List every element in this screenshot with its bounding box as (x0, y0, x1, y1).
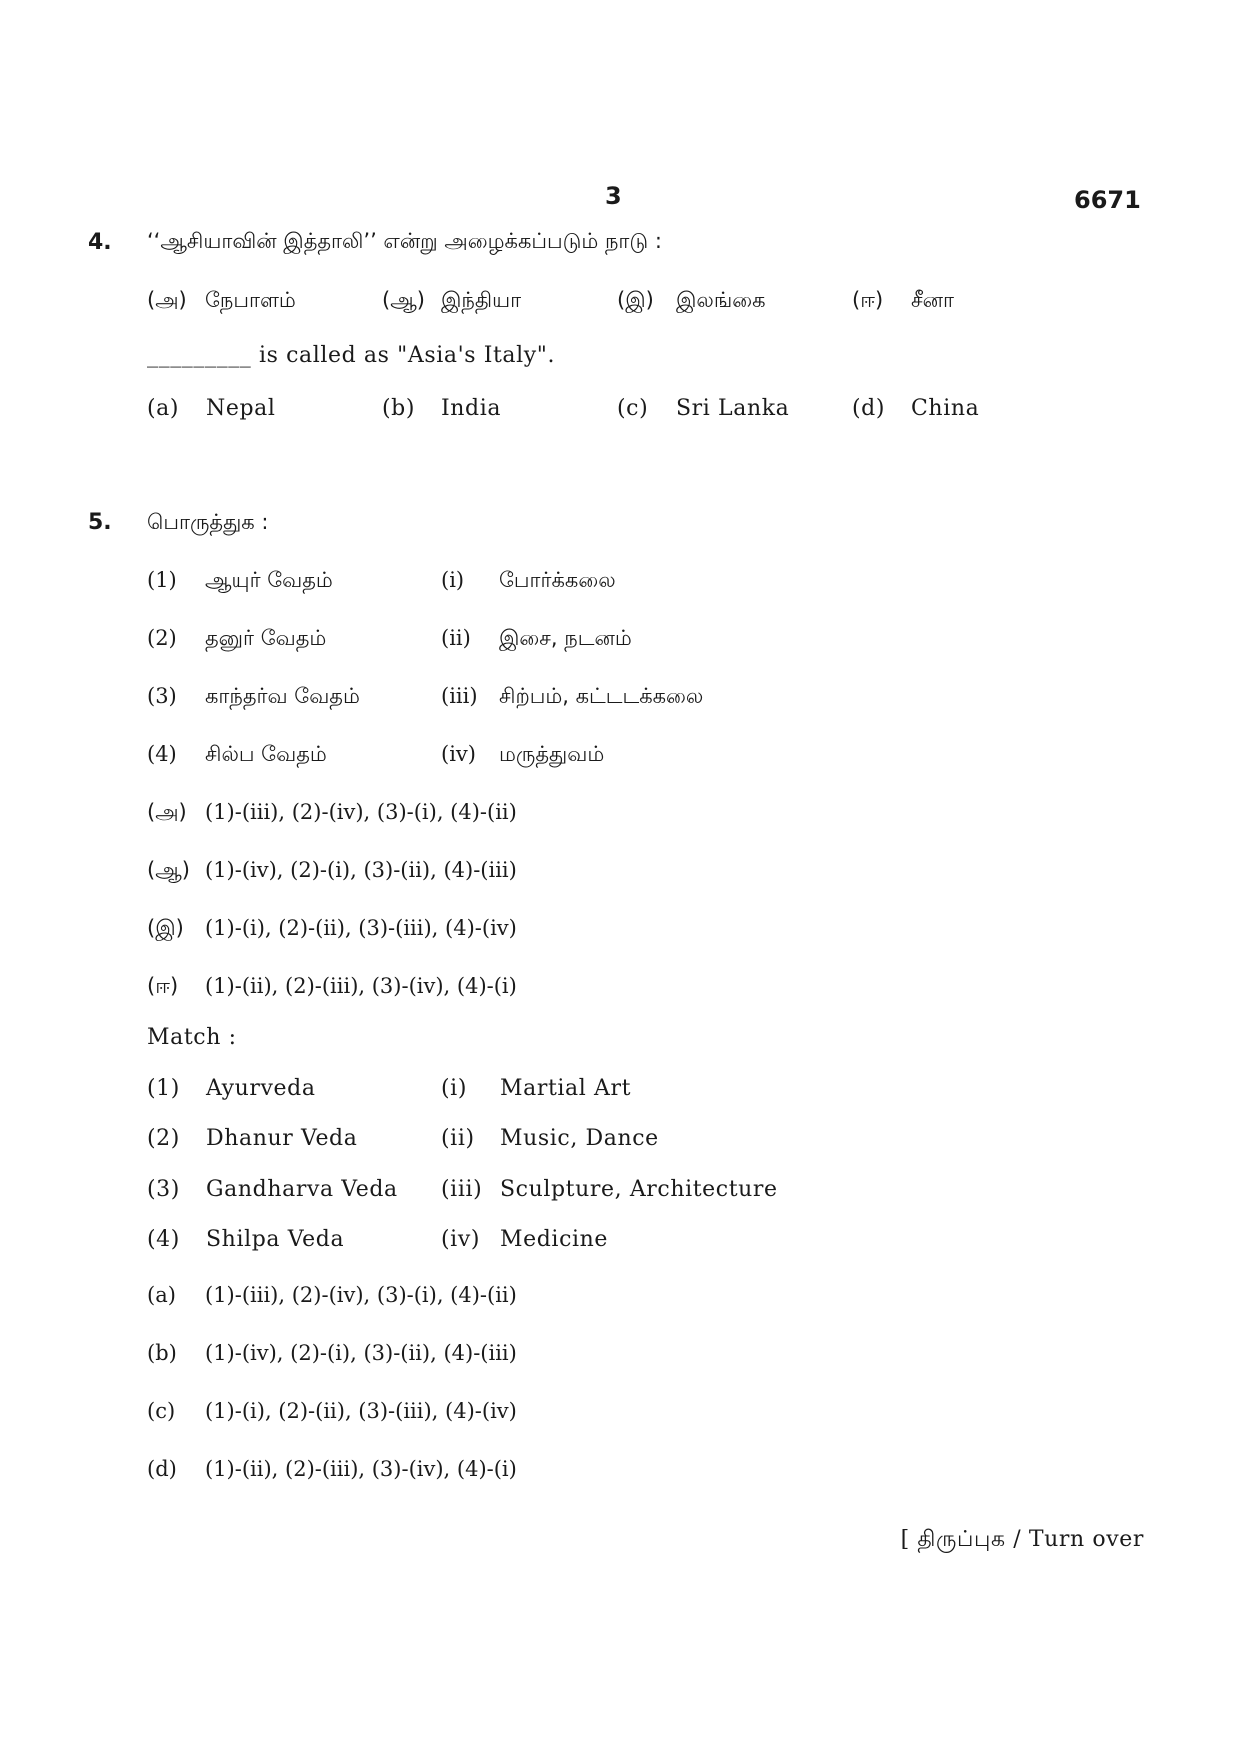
q4-english-option-text: India (441, 396, 502, 421)
answer-option-text: (1)-(i), (2)-(ii), (3)-(iii), (4)-(iv) (205, 916, 517, 940)
q4-tamil-option-marker: (அ) (147, 288, 187, 312)
match-right-item: Martial Art (500, 1076, 632, 1101)
q4-english-option-marker: (c) (617, 396, 649, 421)
turn-over-note: [ திருப்புக / Turn over (900, 1527, 1144, 1552)
answer-option-text: (1)-(i), (2)-(ii), (3)-(iii), (4)-(iv) (205, 1399, 517, 1423)
match-right-item: சிற்பம், கட்டடக்கலை (499, 684, 704, 708)
q4-english-question: _________ is called as "Asia's Italy". (147, 343, 556, 368)
q4-tamil-option-marker: (ஆ) (382, 288, 425, 312)
q5-english-heading: Match : (147, 1025, 237, 1050)
match-right-item: இசை, நடனம் (499, 626, 632, 650)
match-left-number: (4) (147, 1227, 180, 1252)
match-left-item: ஆயுர் வேதம் (205, 568, 333, 592)
match-left-number: (4) (147, 742, 177, 766)
question-number-4: 4. (88, 230, 112, 255)
match-left-item: Ayurveda (206, 1076, 316, 1101)
match-left-item: சில்ப வேதம் (205, 742, 327, 766)
match-right-roman: (i) (441, 568, 465, 592)
answer-option-marker: (d) (147, 1457, 177, 1481)
match-left-number: (1) (147, 568, 177, 592)
page-number: 3 (605, 182, 622, 210)
match-left-item: Gandharva Veda (206, 1177, 398, 1202)
q4-tamil-question: ‘‘ஆசியாவின் இத்தாலி’’ என்று அழைக்கப்படும் நாடு : (147, 229, 662, 253)
answer-option-marker: (b) (147, 1341, 177, 1365)
match-right-item: போர்க்கலை (499, 568, 616, 592)
match-right-item: Music, Dance (500, 1126, 659, 1151)
q4-tamil-option-text: நேபாளம் (205, 288, 296, 312)
q4-english-option-marker: (a) (147, 396, 180, 421)
answer-option-marker: (இ) (147, 916, 184, 940)
match-right-item: Sculpture, Architecture (500, 1177, 778, 1202)
answer-option-text: (1)-(iii), (2)-(iv), (3)-(i), (4)-(ii) (205, 1283, 517, 1307)
match-right-roman: (iv) (441, 1227, 481, 1252)
answer-option-marker: (ஆ) (147, 858, 190, 882)
match-left-item: தனுர் வேதம் (205, 626, 327, 650)
answer-option-text: (1)-(ii), (2)-(iii), (3)-(iv), (4)-(i) (205, 1457, 517, 1481)
answer-option-marker: (ஈ) (147, 974, 179, 998)
q4-english-option-text: China (911, 396, 980, 421)
q4-english-option-marker: (d) (852, 396, 886, 421)
q4-tamil-option-text: இலங்கை (676, 288, 766, 312)
answer-option-marker: (a) (147, 1283, 176, 1307)
q4-tamil-option-text: சீனா (911, 288, 954, 312)
match-right-roman: (i) (441, 1076, 468, 1101)
q4-english-option-text: Nepal (206, 396, 276, 421)
match-left-item: Shilpa Veda (206, 1227, 345, 1252)
match-left-number: (2) (147, 1126, 180, 1151)
match-left-number: (2) (147, 626, 177, 650)
match-right-item: Medicine (500, 1227, 609, 1252)
match-right-roman: (iii) (441, 684, 478, 708)
answer-option-marker: (c) (147, 1399, 176, 1423)
match-left-number: (3) (147, 1177, 180, 1202)
answer-option-marker: (அ) (147, 800, 187, 824)
answer-option-text: (1)-(iii), (2)-(iv), (3)-(i), (4)-(ii) (205, 800, 517, 824)
q4-english-option-marker: (b) (382, 396, 416, 421)
q4-tamil-option-marker: (ஈ) (852, 288, 884, 312)
match-left-number: (1) (147, 1076, 180, 1101)
match-right-roman: (iii) (441, 1177, 483, 1202)
match-right-item: மருத்துவம் (499, 742, 605, 766)
q4-tamil-option-marker: (இ) (617, 288, 654, 312)
match-left-item: காந்தர்வ வேதம் (205, 684, 360, 708)
match-left-number: (3) (147, 684, 177, 708)
match-right-roman: (iv) (441, 742, 476, 766)
answer-option-text: (1)-(ii), (2)-(iii), (3)-(iv), (4)-(i) (205, 974, 517, 998)
q4-tamil-option-text: இந்தியா (441, 288, 522, 312)
match-left-item: Dhanur Veda (206, 1126, 358, 1151)
q4-english-option-text: Sri Lanka (676, 396, 790, 421)
answer-option-text: (1)-(iv), (2)-(i), (3)-(ii), (4)-(iii) (205, 1341, 517, 1365)
q5-tamil-heading: பொருத்துக : (147, 510, 269, 534)
question-number-5: 5. (88, 510, 112, 535)
paper-code: 6671 (1074, 186, 1141, 214)
match-right-roman: (ii) (441, 626, 471, 650)
match-right-roman: (ii) (441, 1126, 475, 1151)
answer-option-text: (1)-(iv), (2)-(i), (3)-(ii), (4)-(iii) (205, 858, 517, 882)
